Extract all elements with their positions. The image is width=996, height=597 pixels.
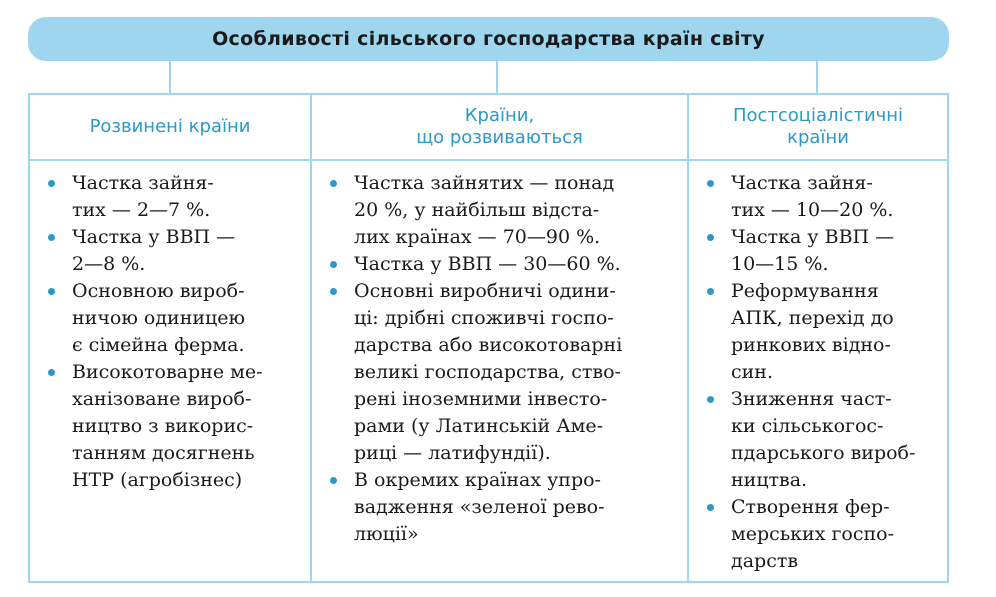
- list-item: Частка зайня- тих — 10—20 %.: [689, 170, 947, 224]
- list-item: Реформування АПК, перехід до ринкових відно- син.: [689, 278, 947, 386]
- connector-line-3: [816, 61, 818, 94]
- bullet-list: [312, 170, 687, 548]
- list-item: В окремих країнах упро- вадження «зеленої рево- люції»: [312, 467, 687, 548]
- list-item: Зниження част- ки сільськогос- пдарського вироб- ництва.: [689, 386, 947, 494]
- column-header: Країни, що розвиваються: [312, 95, 687, 161]
- column-header: Постсоціалістичні країни: [689, 95, 947, 161]
- list-item: Основні виробничі одини- ці: дрібні споживчі госпо- дарства або високотоварні великі господарства, ство- рені іноземними інвесто- рами (у Латинській Аме- риці — латифундії).: [312, 278, 687, 467]
- list-item: Частка у ВВП — 2—8 %.: [30, 224, 310, 278]
- connector-line-2: [496, 61, 498, 94]
- connector-line-1: [169, 61, 171, 94]
- column-developing: [310, 95, 687, 581]
- title-banner: [28, 17, 949, 61]
- list-item: Високотоварне ме- ханізоване вироб- ництво з викорис- танням досягнень НТР (агробізнес): [30, 359, 310, 494]
- column-developed: [30, 95, 310, 581]
- page-title: Особливості сільського господарства країн світу: [212, 28, 765, 50]
- bullet-list: [30, 170, 310, 494]
- list-item: Частка у ВВП — 10—15 %.: [689, 224, 947, 278]
- list-item: Створення фер- мерських госпо- дарств: [689, 494, 947, 575]
- comparison-table: [28, 93, 949, 583]
- column-header: Розвинені країни: [30, 95, 310, 161]
- list-item: Частка зайня- тих — 2—7 %.: [30, 170, 310, 224]
- bullet-list: [689, 170, 947, 575]
- list-item: Частка зайнятих — понад 20 %, у найбільш відста- лих країнах — 70—90 %.: [312, 170, 687, 251]
- column-post-socialist: [687, 95, 947, 581]
- list-item: Частка у ВВП — 30—60 %.: [312, 251, 687, 278]
- list-item: Основною вироб- ничою одиницею є сімейна ферма.: [30, 278, 310, 359]
